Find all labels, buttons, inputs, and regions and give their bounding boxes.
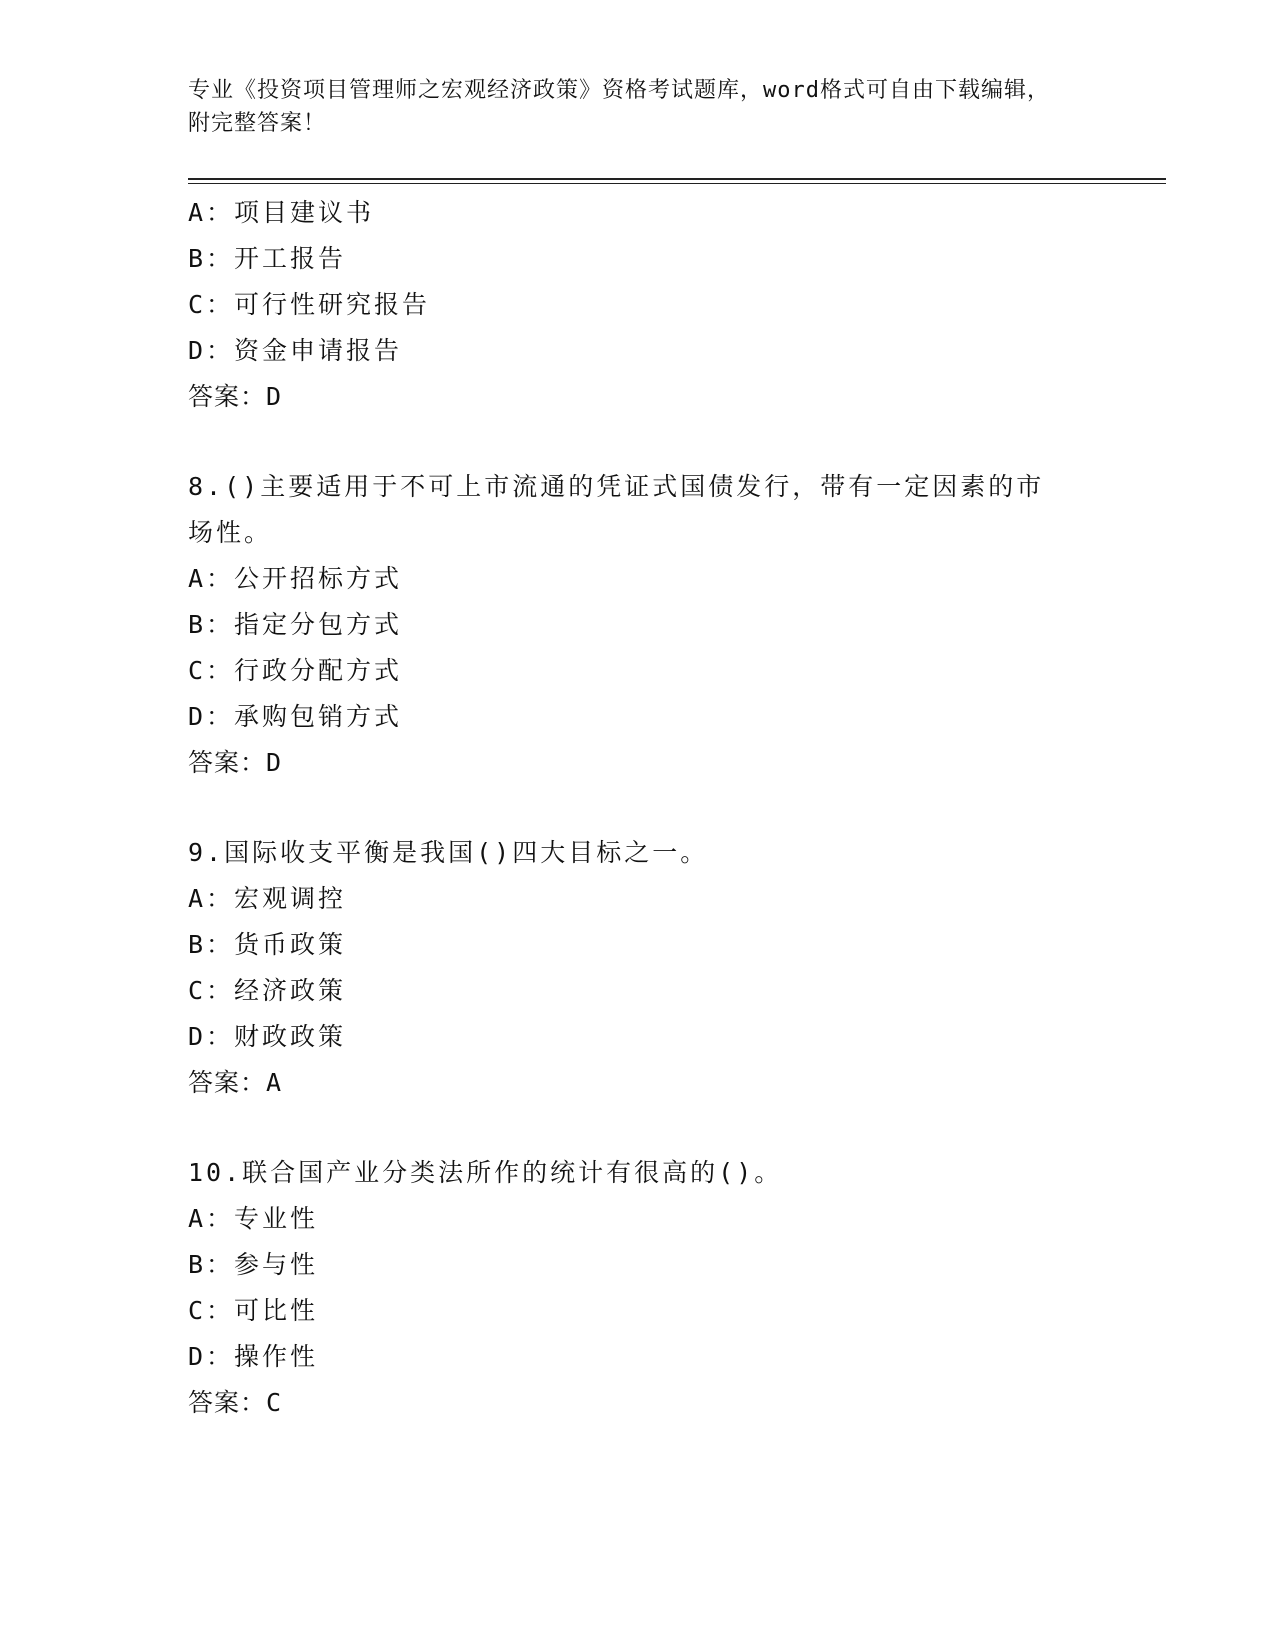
answer-label: 答案： (188, 1388, 267, 1417)
answer-value: A (266, 1068, 283, 1097)
option-a (188, 190, 1088, 236)
document-header: 专业《投资项目管理师之宏观经济政策》资格考试题库，word格式可自由下载编辑，附完整答案！ (188, 78, 1050, 136)
option-b (188, 236, 1088, 282)
question-list (188, 190, 1088, 1470)
option-label: C： (188, 290, 235, 319)
option-d (188, 1334, 1088, 1380)
option-label: A： (188, 564, 235, 593)
option-text: 项目建议书 (234, 198, 375, 227)
question-7 (188, 190, 1088, 420)
option-c (188, 968, 1088, 1014)
option-a (188, 876, 1088, 922)
option-label: D： (188, 1342, 235, 1371)
question-8 (188, 464, 1088, 786)
option-text: 经济政策 (234, 976, 347, 1005)
answer-line (188, 374, 1088, 420)
option-label: B： (188, 610, 235, 639)
option-label: C： (188, 976, 235, 1005)
option-b (188, 602, 1088, 648)
option-text: 资金申请报告 (234, 336, 403, 365)
option-c (188, 648, 1088, 694)
option-label: C： (188, 656, 235, 685)
option-text: 参与性 (234, 1250, 319, 1279)
option-a (188, 556, 1088, 602)
answer-line (188, 1060, 1088, 1106)
option-d (188, 694, 1088, 740)
option-label: A： (188, 884, 235, 913)
question-text: 8.()主要适用于不可上市流通的凭证式国债发行，带有一定因素的市场性。 (188, 472, 1045, 547)
header-rule-thick (188, 178, 1166, 180)
option-label: D： (188, 336, 235, 365)
option-c (188, 282, 1088, 328)
option-label: B： (188, 244, 235, 273)
option-text: 财政政策 (234, 1022, 347, 1051)
answer-label: 答案： (188, 1068, 267, 1097)
question-text: 9.国际收支平衡是我国()四大目标之一。 (188, 838, 709, 867)
option-b (188, 922, 1088, 968)
answer-line (188, 740, 1088, 786)
answer-value: C (266, 1388, 283, 1417)
option-text: 行政分配方式 (234, 656, 403, 685)
option-label: D： (188, 702, 235, 731)
question-text: 10.联合国产业分类法所作的统计有很高的()。 (188, 1158, 783, 1187)
option-text: 操作性 (234, 1342, 319, 1371)
option-text: 公开招标方式 (234, 564, 403, 593)
answer-value: D (266, 382, 283, 411)
answer-label: 答案： (188, 748, 267, 777)
option-label: B： (188, 930, 235, 959)
option-text: 开工报告 (234, 244, 347, 273)
option-label: A： (188, 198, 235, 227)
option-label: C： (188, 1296, 235, 1325)
option-c (188, 1288, 1088, 1334)
answer-line (188, 1380, 1088, 1426)
option-text: 可比性 (234, 1296, 319, 1325)
option-label: D： (188, 1022, 235, 1051)
option-text: 宏观调控 (234, 884, 347, 913)
option-d (188, 1014, 1088, 1060)
option-text: 专业性 (234, 1204, 319, 1233)
option-text: 可行性研究报告 (234, 290, 431, 319)
question-9 (188, 830, 1088, 1106)
option-text: 指定分包方式 (234, 610, 403, 639)
option-label: B： (188, 1250, 235, 1279)
option-d (188, 328, 1088, 374)
header-rule-thin (188, 183, 1166, 184)
option-text: 承购包销方式 (234, 702, 403, 731)
answer-value: D (266, 748, 283, 777)
option-label: A： (188, 1204, 235, 1233)
option-a (188, 1196, 1088, 1242)
answer-label: 答案： (188, 382, 267, 411)
option-text: 货币政策 (234, 930, 347, 959)
question-10 (188, 1150, 1088, 1426)
option-b (188, 1242, 1088, 1288)
